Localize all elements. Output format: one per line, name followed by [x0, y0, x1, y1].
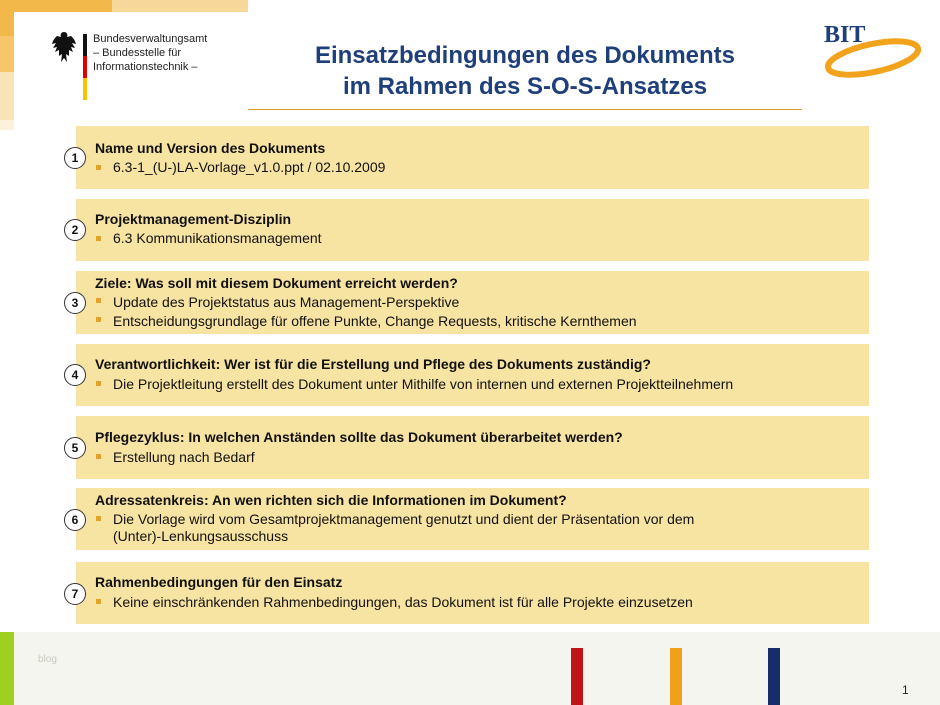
watermark-text: blog — [38, 654, 57, 665]
org-line: – Bundesstelle für — [93, 47, 182, 59]
bullet-icon — [96, 298, 101, 303]
title-line-1: Einsatzbedingungen des Dokuments — [314, 42, 736, 69]
row-number-badge: 2 — [64, 219, 86, 241]
row-number-badge: 1 — [64, 147, 86, 169]
row-title: Ziele: Was soll mit diesem Dokument erreicht werden? — [95, 275, 458, 291]
title-line-2: im Rahmen des S-O-S-Ansatzes — [342, 73, 708, 100]
row-title: Name und Version des Dokuments — [95, 140, 326, 156]
footer-navy-stripe — [768, 648, 780, 705]
footer-red-stripe — [571, 648, 583, 705]
row-number-badge: 3 — [64, 292, 86, 314]
bullet-icon — [96, 381, 101, 386]
top-accent-bar — [0, 0, 112, 12]
org-line: Bundesverwaltungsamt — [93, 33, 208, 45]
info-box-7 — [76, 562, 869, 624]
row-title: Verantwortlichkeit: Wer ist für die Erstellung und Pflege des Dokuments zuständig? — [95, 356, 651, 372]
row-bullet-text: 6.3-1_(U-)LA-Vorlage_v1.0.ppt / 02.10.2009 — [113, 159, 386, 175]
info-box-1 — [76, 126, 869, 189]
left-accent-bar — [0, 72, 14, 120]
bullet-icon — [96, 236, 101, 241]
row-bullet-text: Keine einschränkenden Rahmenbedingungen, das Dokument ist für alle Projekte einzusetzen — [113, 594, 693, 610]
bit-logo-text: BIT — [824, 22, 866, 48]
german-flag-stripe — [83, 34, 87, 100]
info-box-5 — [76, 416, 869, 479]
row-bullet-text-continuation: (Unter)-Lenkungsausschuss — [113, 528, 289, 544]
bullet-icon — [96, 165, 101, 170]
federal-eagle-icon — [50, 30, 78, 66]
row-bullet-text: Erstellung nach Bedarf — [113, 449, 255, 465]
bullet-icon — [96, 599, 101, 604]
row-number-badge: 5 — [64, 437, 86, 459]
row-bullet-text: 6.3 Kommunikationsmanagement — [113, 230, 322, 246]
bullet-icon — [96, 317, 101, 322]
footer-band — [0, 632, 940, 705]
info-box-6 — [76, 488, 869, 550]
page-title — [250, 40, 800, 102]
top-accent-bar-light — [112, 0, 248, 12]
bullet-icon — [96, 454, 101, 459]
left-accent-bar — [0, 12, 14, 36]
row-number-badge: 6 — [64, 509, 86, 531]
row-title: Pflegezyklus: In welchen Anständen sollte das Dokument überarbeitet werden? — [95, 429, 623, 445]
left-accent-bar — [0, 120, 14, 130]
row-title: Rahmenbedingungen für den Einsatz — [95, 574, 343, 590]
bullet-icon — [96, 516, 101, 521]
info-box-4 — [76, 344, 869, 406]
row-bullet-text: Die Projektleitung erstellt des Dokument unter Mithilfe von internen und externen Projektteilnehmern — [113, 376, 734, 392]
organization-name — [93, 32, 207, 74]
info-box-3 — [76, 271, 869, 334]
row-title: Projektmanagement-Disziplin — [95, 211, 292, 227]
title-underline — [248, 109, 802, 110]
bit-logo — [818, 18, 922, 82]
page-number: 1 — [902, 683, 909, 697]
left-accent-bar — [0, 36, 14, 72]
bva-logo — [50, 30, 250, 102]
row-bullet-text: Update des Projektstatus aus Management-Perspektive — [113, 294, 460, 310]
row-bullet-text: Entscheidungsgrundlage für offene Punkte, Change Requests, kritische Kernthemen — [113, 313, 637, 329]
row-number-badge: 4 — [64, 364, 86, 386]
row-number-badge: 7 — [64, 583, 86, 605]
org-line: Informationstechnik – — [93, 61, 198, 73]
footer-green-bar — [0, 632, 14, 705]
info-box-2 — [76, 199, 869, 261]
footer-orange-stripe — [670, 648, 682, 705]
row-bullet-text: Die Vorlage wird vom Gesamtprojektmanagement genutzt und dient der Präsentation vor dem — [113, 511, 695, 527]
row-title: Adressatenkreis: An wen richten sich die Informationen im Dokument? — [95, 492, 567, 508]
